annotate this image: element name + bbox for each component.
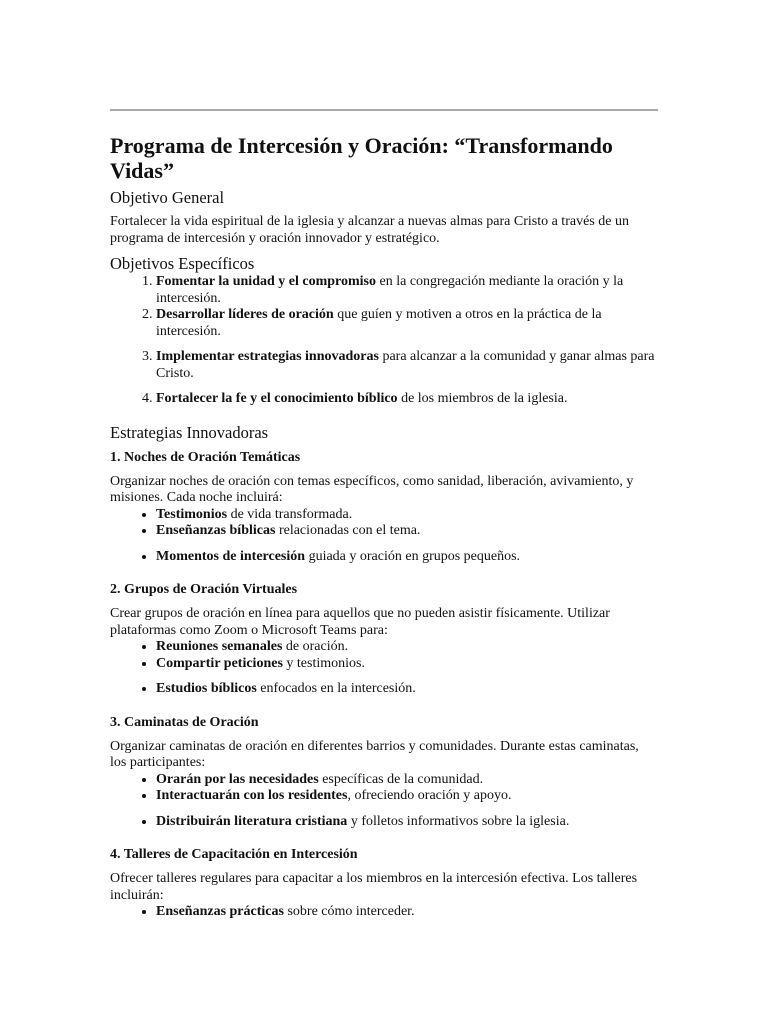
- section-list: [110, 772, 658, 831]
- section-heading: 4. Talleres de Capacitación en Intercesión: [110, 847, 358, 862]
- list-item: [156, 391, 658, 408]
- item-bold: Orarán por las necesidades: [156, 771, 319, 787]
- document-title: Programa de Intercesión y Oración: “Transformando Vidas”: [110, 133, 613, 183]
- item-text: guiada y oración en grupos pequeños.: [305, 548, 521, 564]
- item-bold: Fortalecer la fe y el conocimiento bíblico: [156, 391, 398, 406]
- section-intro: Organizar noches de oración con temas específicos, como sanidad, liberación, avivamiento, y misiones. Cada noche incluirá:: [110, 473, 634, 505]
- list-item: [156, 274, 658, 307]
- list-item: [156, 523, 658, 540]
- document-body: [110, 133, 658, 921]
- item-bold: Reuniones semanales: [156, 639, 283, 654]
- list-item: [156, 814, 658, 831]
- item-bold: Interactuarán con los residentes: [156, 788, 348, 803]
- item-bold: Testimonios: [156, 506, 228, 522]
- item-text: enfocados en la intercesión.: [256, 681, 416, 696]
- item-text: para alcanzar a la comunidad y ganar almas para Cristo.: [156, 349, 655, 381]
- item-text: relacionadas con el tema.: [275, 523, 421, 538]
- item-text: sobre cómo interceder.: [283, 904, 415, 919]
- list-item: [156, 788, 658, 805]
- section-intro: Crear grupos de oración en línea para aquellos que no pueden asistir físicamente. Utilizar plataformas como Zoom o Microsoft Teams para:: [110, 606, 610, 638]
- section-heading: 3. Caminatas de Oración: [110, 714, 259, 730]
- list-item: [156, 349, 658, 382]
- section-list: [110, 904, 658, 921]
- list-item: [156, 639, 658, 656]
- item-bold: Implementar estrategias innovadoras: [156, 349, 379, 364]
- item-bold: Compartir peticiones: [156, 655, 283, 671]
- item-text: que guíen y motiven a otros en la práctica de la intercesión.: [156, 307, 602, 339]
- item-text: , ofreciendo oración y apoyo.: [347, 788, 512, 803]
- item-bold: Desarrollar líderes de oración: [156, 307, 334, 322]
- item-bold: Distribuirán literatura cristiana: [156, 813, 348, 829]
- item-text: de los miembros de la iglesia.: [397, 391, 568, 406]
- item-bold: Fomentar la unidad y el compromiso: [156, 274, 376, 289]
- item-bold: Momentos de intercesión: [156, 548, 306, 564]
- section-heading: 1. Noches de Oración Temáticas: [110, 449, 301, 465]
- section-intro: Ofrecer talleres regulares para capacitar a los miembros en la intercesión efectiva. Los talleres incluirán:: [110, 871, 638, 903]
- list-item: [156, 307, 658, 340]
- section-intro: Organizar caminatas de oración en diferentes barrios y comunidades. Durante estas caminatas, los participantes:: [110, 738, 639, 770]
- item-bold: Enseñanzas prácticas: [156, 904, 284, 919]
- list-item: [156, 507, 658, 524]
- section-list: [110, 639, 658, 698]
- objetivos-especificos-heading: Objetivos Específicos: [110, 254, 255, 273]
- item-bold: Enseñanzas bíblicas: [156, 523, 276, 538]
- section-heading: 2. Grupos de Oración Virtuales: [110, 582, 298, 597]
- item-text: en la congregación mediante la oración y la intercesión.: [156, 274, 624, 306]
- item-text: de oración.: [282, 639, 349, 654]
- item-text: de vida transformada.: [227, 506, 353, 522]
- list-item: [156, 772, 658, 789]
- objetivo-general-heading: Objetivo General: [110, 188, 225, 207]
- item-text: específicas de la comunidad.: [318, 771, 484, 787]
- list-item: [156, 549, 658, 566]
- list-item: [156, 904, 658, 921]
- list-item: [156, 681, 658, 698]
- item-text: y testimonios.: [282, 655, 365, 671]
- section-list: [110, 507, 658, 566]
- objetivo-general-text: Fortalecer la vida espiritual de la iglesia y alcanzar a nuevas almas para Cristo a través de un programa de intercesión y oración innovador y estratégico.: [110, 214, 629, 246]
- horizontal-rule: [110, 109, 658, 111]
- objetivos-especificos-list: [110, 274, 658, 408]
- list-item: [156, 656, 658, 673]
- estrategias-heading: Estrategias Innovadoras: [110, 422, 269, 442]
- item-bold: Estudios bíblicos: [156, 681, 257, 696]
- item-text: y folletos informativos sobre la iglesia.: [347, 813, 570, 829]
